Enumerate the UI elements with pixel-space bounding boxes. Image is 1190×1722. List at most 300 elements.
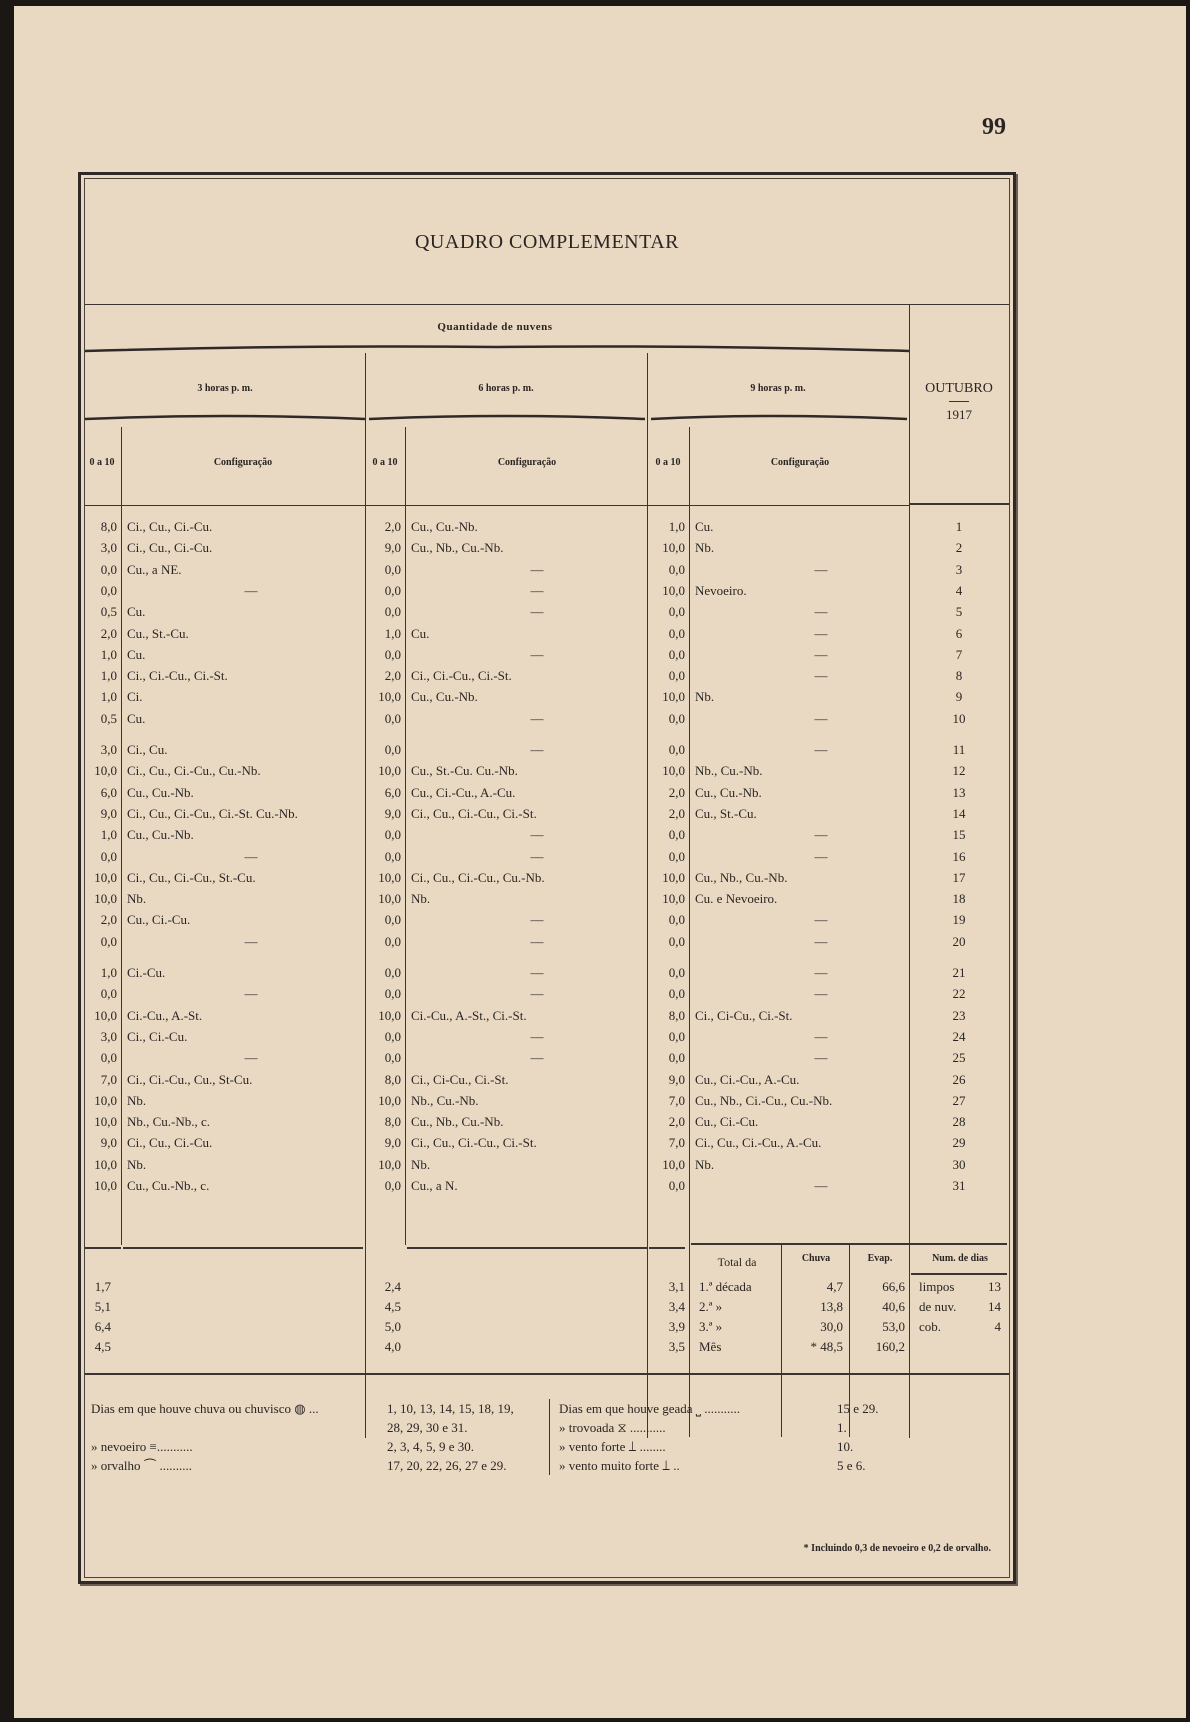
config-9h-cell: Cu., Nb., Ci.-Cu., Cu.-Nb. (695, 1092, 833, 1108)
config-3h-cell: Cu., St.-Cu. (127, 625, 189, 641)
config-9h-cell: — (814, 668, 828, 684)
month-label: OUTUBRO (925, 381, 993, 396)
config-6h-cell: Ci., Ci.-Cu., Ci.-St. (411, 668, 512, 684)
evap-cell: 160,2 (875, 1339, 905, 1354)
table-row (81, 709, 1013, 730)
avg-9h-cell: 3,5 (668, 1339, 685, 1354)
day-cell: 1 (955, 519, 963, 534)
dias-value-cell: 13 (988, 1279, 1001, 1294)
day-cell: 12 (952, 763, 966, 779)
period-label-cell: 3.ª » (699, 1319, 723, 1334)
avg-6h-cell: 2,4 (384, 1279, 401, 1294)
day-cell: 23 (952, 1007, 966, 1023)
amount-9h-cell: 0,0 (668, 710, 685, 726)
amount-3h-cell: 0,0 (100, 1050, 117, 1066)
amount-6h-cell: 8,0 (384, 1071, 401, 1087)
amount-3h-cell: 1,0 (100, 646, 117, 662)
amount-9h-cell: 7,0 (668, 1135, 685, 1151)
config-9h-cell: — (814, 933, 828, 949)
config-6h-cell: — (530, 646, 544, 662)
config-3h-cell: Nb. (127, 1092, 147, 1108)
config-6h-cell: Cu., Nb., Cu.-Nb. (411, 1114, 504, 1130)
config-6h-cell: — (530, 1050, 544, 1066)
table-row (81, 1027, 1013, 1048)
config-6h-cell: Cu., Nb., Cu.-Nb. (411, 540, 504, 556)
note-days: 28, 29, 30 e 31. (387, 1420, 468, 1435)
amount-9h-cell: 0,0 (668, 1028, 685, 1044)
note-days: 2, 3, 4, 5, 9 e 30. (387, 1439, 475, 1454)
config-3h-cell: Cu. (127, 646, 146, 662)
amount-3h-cell: 1,0 (100, 965, 117, 980)
config-6h-cell: Ci., Cu., Ci.-Cu., Cu.-Nb. (411, 869, 545, 885)
config-6h-cell: Ci., Ci-Cu., Ci.-St. (411, 1071, 509, 1087)
day-cell: 7 (955, 646, 963, 662)
config-6h-cell: — (530, 561, 544, 577)
day-cell: 24 (952, 1028, 966, 1044)
day-cell: 26 (952, 1071, 966, 1087)
table-row (81, 868, 1013, 889)
amount-9h-cell: 0,0 (668, 604, 685, 620)
amount-9h-cell: 10,0 (662, 540, 685, 556)
chuva-cell: 13,8 (820, 1299, 843, 1314)
amount-9h-cell: 2,0 (668, 1114, 685, 1130)
amount-9h-cell: 8,0 (668, 1007, 685, 1023)
day-cell: 19 (952, 912, 966, 928)
sum-rule-1 (85, 1247, 121, 1249)
config-9h-cell: Cu., Ci.-Cu., A.-Cu. (695, 1071, 800, 1087)
config-6h-cell: Ci., Cu., Ci.-Cu., Ci.-St. (411, 1135, 537, 1151)
amount-3h-cell: 7,0 (100, 1071, 117, 1087)
config-9h-cell: Nb. (695, 540, 715, 556)
config-9h-cell: — (814, 1028, 828, 1044)
avg-6h-cell: 5,0 (384, 1319, 401, 1334)
amount-6h-cell: 0,0 (384, 965, 401, 980)
table-row (81, 1006, 1013, 1027)
config-9h-cell: — (814, 625, 828, 641)
avg-9h-cell: 3,4 (668, 1299, 685, 1314)
period-9h: 9 horas p. m. (750, 383, 806, 394)
config-3h-cell: Ci., Cu., Ci.-Cu. (127, 519, 213, 534)
footnote: * Incluindo 0,3 de nevoeiro e 0,2 de orvalho. (803, 1543, 991, 1554)
config-6h-cell: — (530, 827, 544, 843)
amount-6h-cell: 6,0 (384, 784, 401, 800)
config-3h-cell: — (244, 933, 258, 949)
config-6h-cell: — (530, 582, 544, 598)
col-config-9h: Configuração (770, 457, 830, 468)
table-row (81, 602, 1013, 623)
config-6h-cell: — (530, 965, 544, 980)
day-cell: 10 (952, 710, 966, 726)
sum-rule-3 (407, 1247, 647, 1249)
config-9h-cell: Cu., Ci.-Cu. (695, 1114, 759, 1130)
table-row (81, 1155, 1013, 1176)
amount-3h-cell: 3,0 (100, 1028, 117, 1044)
dias-value-cell: 14 (988, 1299, 1001, 1314)
amount-3h-cell: 1,0 (100, 827, 117, 843)
config-9h-cell: Nb., Cu.-Nb. (695, 763, 763, 779)
day-cell: 18 (952, 891, 966, 907)
day-cell: 5 (955, 604, 963, 620)
config-3h-cell: — (244, 582, 258, 598)
day-cell: 9 (955, 689, 963, 705)
amount-9h-cell: 10,0 (662, 1156, 685, 1172)
config-3h-cell: Ci., Ci.-Cu. (127, 1028, 188, 1044)
table-row (81, 1112, 1013, 1133)
table-row (81, 984, 1013, 1005)
amount-3h-cell: 0,5 (100, 604, 117, 620)
amount-6h-cell: 0,0 (384, 827, 401, 843)
amount-3h-cell: 0,0 (100, 582, 117, 598)
amount-3h-cell: 3,0 (100, 540, 117, 556)
amount-9h-cell: 0,0 (668, 646, 685, 662)
table-row (81, 666, 1013, 687)
year-label: 1917 (946, 407, 972, 422)
table-row (81, 624, 1013, 645)
amount-6h-cell: 9,0 (384, 540, 401, 556)
group-header: Quantidade de nuvens (437, 321, 553, 333)
evap-cell: 66,6 (882, 1279, 905, 1294)
note-days: 1. (837, 1420, 847, 1435)
amount-9h-cell: 0,0 (668, 1178, 685, 1193)
chuva-cell: 4,7 (826, 1279, 843, 1294)
config-3h-cell: — (244, 986, 258, 1002)
day-cell: 27 (952, 1092, 966, 1108)
table-row (81, 963, 1013, 984)
table-row (81, 1091, 1013, 1112)
amount-3h-cell: 2,0 (100, 625, 117, 641)
day-cell: 30 (952, 1156, 966, 1172)
amount-6h-cell: 0,0 (384, 1178, 401, 1193)
config-3h-cell: Ci., Cu. (127, 742, 168, 757)
note-days: 5 e 6. (837, 1458, 866, 1473)
amount-9h-cell: 10,0 (662, 869, 685, 885)
col-config-3h: Configuração (213, 457, 273, 468)
note-label: » vento forte ⟘ ........ (559, 1439, 666, 1454)
config-6h-cell: — (530, 604, 544, 620)
config-3h-cell: Ci.-Cu. (127, 965, 166, 980)
avg-6h-cell: 4,5 (384, 1299, 401, 1314)
config-6h-cell: Cu., a N. (411, 1178, 458, 1193)
table-row (81, 761, 1013, 782)
config-9h-cell: — (814, 965, 828, 980)
note-days: 10. (837, 1439, 854, 1454)
amount-9h-cell: 0,0 (668, 668, 685, 684)
config-3h-cell: — (244, 848, 258, 864)
amount-9h-cell: 9,0 (668, 1071, 685, 1087)
config-6h-cell: Ci.-Cu., A.-St., Ci.-St. (411, 1007, 527, 1023)
day-cell: 31 (952, 1178, 966, 1193)
config-9h-cell: Cu., St.-Cu. (695, 805, 757, 821)
amount-6h-cell: 2,0 (384, 519, 401, 534)
dias-label-cell: cob. (919, 1319, 942, 1334)
note-label: Dias em que houve chuva ou chuvisco ◍ ... (91, 1401, 319, 1416)
note-label: Dias em que houve geada ⎵ ........... (559, 1401, 741, 1416)
amount-9h-cell: 1,0 (668, 519, 685, 534)
sum-rule-2 (123, 1247, 363, 1249)
day-cell: 3 (955, 561, 963, 577)
config-9h-cell: — (814, 1050, 828, 1066)
amount-3h-cell: 0,0 (100, 848, 117, 864)
config-6h-cell: — (530, 986, 544, 1002)
col-amount-6h: 0 a 10 (372, 457, 398, 468)
config-9h-cell: — (814, 827, 828, 843)
amount-3h-cell: 10,0 (94, 1092, 117, 1108)
chuva-cell: 30,0 (820, 1319, 843, 1334)
amount-9h-cell: 10,0 (662, 891, 685, 907)
config-9h-cell: Cu., Nb., Cu.-Nb. (695, 869, 788, 885)
amount-3h-cell: 2,0 (100, 912, 117, 928)
amount-3h-cell: 10,0 (94, 1007, 117, 1023)
amount-9h-cell: 10,0 (662, 689, 685, 705)
sum-rule-4 (649, 1247, 685, 1249)
amount-9h-cell: 2,0 (668, 805, 685, 821)
day-cell: 13 (952, 784, 966, 800)
config-9h-cell: Ci., Ci-Cu., Ci.-St. (695, 1007, 793, 1023)
config-6h-cell: — (530, 710, 544, 726)
config-3h-cell: Cu., Cu.-Nb. (127, 784, 194, 800)
config-3h-cell: Cu., Ci.-Cu. (127, 912, 191, 928)
avg-3h-cell: 6,4 (94, 1319, 111, 1334)
config-9h-cell: — (814, 561, 828, 577)
amount-6h-cell: 0,0 (384, 582, 401, 598)
day-cell: 14 (952, 805, 966, 821)
amount-9h-cell: 0,0 (668, 986, 685, 1002)
period-label-cell: 2.ª » (699, 1299, 723, 1314)
amount-6h-cell: 10,0 (378, 689, 401, 705)
note-label: » nevoeiro ≡........... (91, 1439, 193, 1454)
table-row (81, 1070, 1013, 1091)
note-days: 1, 10, 13, 14, 15, 18, 19, (387, 1401, 514, 1416)
amount-3h-cell: 9,0 (100, 1135, 117, 1151)
config-6h-cell: — (530, 933, 544, 949)
notes-divider (549, 1399, 550, 1475)
config-3h-cell: Ci.-Cu., A.-St. (127, 1007, 203, 1023)
amount-3h-cell: 0,0 (100, 933, 117, 949)
day-cell: 15 (952, 827, 966, 843)
amount-6h-cell: 0,0 (384, 710, 401, 726)
evap-cell: 53,0 (882, 1319, 905, 1334)
amount-6h-cell: 0,0 (384, 986, 401, 1002)
amount-3h-cell: 1,0 (100, 689, 117, 705)
table-row (81, 1133, 1013, 1154)
period-6h: 6 horas p. m. (478, 383, 534, 394)
amount-9h-cell: 10,0 (662, 763, 685, 779)
table-row (81, 783, 1013, 804)
config-9h-cell: — (814, 604, 828, 620)
table-row (81, 538, 1013, 559)
table-row (81, 804, 1013, 825)
amount-6h-cell: 0,0 (384, 933, 401, 949)
config-9h-cell: — (814, 646, 828, 662)
note-label: » orvalho ⏜ .......... (91, 1458, 192, 1473)
sum-header-total: Total da (717, 1255, 757, 1269)
amount-9h-cell: 0,0 (668, 933, 685, 949)
config-3h-cell: Cu., Cu.-Nb. (127, 827, 194, 843)
config-3h-cell: Nb. (127, 891, 147, 907)
note-label: » trovoada ⧖ ........... (559, 1420, 666, 1435)
config-3h-cell: Ci., Ci.-Cu., Ci.-St. (127, 668, 228, 684)
day-cell: 29 (952, 1135, 966, 1151)
header-rule (85, 505, 909, 506)
config-9h-cell: Cu., Cu.-Nb. (695, 784, 762, 800)
amount-6h-cell: 0,0 (384, 1050, 401, 1066)
col-config-6h: Configuração (497, 457, 557, 468)
evap-cell: 40,6 (882, 1299, 905, 1314)
col-amount-3h: 0 a 10 (89, 457, 115, 468)
amount-9h-cell: 0,0 (668, 912, 685, 928)
config-6h-cell: Cu., St.-Cu. Cu.-Nb. (411, 763, 518, 779)
config-6h-cell: Nb., Cu.-Nb. (411, 1092, 479, 1108)
config-9h-cell: Cu. (695, 519, 714, 534)
period-3h: 3 horas p. m. (197, 383, 253, 394)
period-label-cell: Mês (699, 1339, 722, 1354)
dias-label-cell: limpos (919, 1279, 955, 1294)
config-3h-cell: Nb., Cu.-Nb., c. (127, 1114, 211, 1130)
amount-9h-cell: 0,0 (668, 742, 685, 757)
day-cell: 17 (952, 869, 966, 885)
avg-6h-cell: 4,0 (384, 1339, 401, 1354)
day-cell: 11 (952, 742, 966, 757)
amount-3h-cell: 10,0 (94, 869, 117, 885)
amount-9h-cell: 0,0 (668, 561, 685, 577)
table-row (81, 517, 1013, 538)
table-row (81, 825, 1013, 846)
amount-3h-cell: 0,0 (100, 986, 117, 1002)
amount-3h-cell: 10,0 (94, 891, 117, 907)
config-6h-cell: Cu., Cu.-Nb. (411, 689, 478, 705)
note-days: 15 e 29. (837, 1401, 879, 1416)
chuva-cell: * 48,5 (810, 1339, 843, 1354)
table-row (81, 645, 1013, 666)
config-3h-cell: Ci., Cu., Ci.-Cu. (127, 1135, 213, 1151)
header-rule-month (909, 503, 1009, 505)
notes-rule (85, 1373, 1009, 1375)
amount-3h-cell: 1,0 (100, 668, 117, 684)
amount-6h-cell: 2,0 (384, 668, 401, 684)
amount-6h-cell: 10,0 (378, 1092, 401, 1108)
amount-6h-cell: 0,0 (384, 1028, 401, 1044)
config-9h-cell: — (814, 710, 828, 726)
avg-3h-cell: 1,7 (94, 1279, 111, 1294)
sum-header-chuva: Chuva (801, 1253, 831, 1264)
title-rule (85, 304, 1009, 305)
amount-3h-cell: 6,0 (100, 784, 117, 800)
note-days: 17, 20, 22, 26, 27 e 29. (387, 1458, 507, 1473)
config-3h-cell: Cu. (127, 710, 146, 726)
amount-9h-cell: 7,0 (668, 1092, 685, 1108)
config-9h-cell: Nevoeiro. (695, 582, 747, 598)
amount-3h-cell: 10,0 (94, 1156, 117, 1172)
amount-9h-cell: 0,0 (668, 625, 685, 641)
config-9h-cell: — (814, 1178, 828, 1193)
config-9h-cell: — (814, 742, 828, 757)
period-swooshes (85, 413, 909, 423)
amount-6h-cell: 0,0 (384, 561, 401, 577)
amount-6h-cell: 9,0 (384, 1135, 401, 1151)
table-row (81, 560, 1013, 581)
avg-9h-cell: 3,1 (668, 1279, 685, 1294)
amount-3h-cell: 10,0 (94, 763, 117, 779)
config-6h-cell: — (530, 848, 544, 864)
config-6h-cell: — (530, 1028, 544, 1044)
dias-rule (911, 1273, 1007, 1275)
day-cell: 28 (952, 1114, 966, 1130)
document-page (14, 6, 1186, 1718)
amount-3h-cell: 10,0 (94, 1114, 117, 1130)
config-9h-cell: Nb. (695, 689, 715, 705)
amount-9h-cell: 10,0 (662, 582, 685, 598)
config-3h-cell: Nb. (127, 1156, 147, 1172)
table-row (81, 740, 1013, 761)
page-number: 99 (982, 114, 1006, 140)
amount-9h-cell: 0,0 (668, 1050, 685, 1066)
sum-header-evap: Evap. (867, 1253, 893, 1264)
amount-9h-cell: 0,0 (668, 848, 685, 864)
table-row (81, 581, 1013, 602)
amount-6h-cell: 0,0 (384, 646, 401, 662)
avg-9h-cell: 3,9 (668, 1319, 685, 1334)
config-3h-cell: Cu., a NE. (127, 561, 182, 577)
amount-3h-cell: 3,0 (100, 742, 117, 757)
group-swoosh (85, 343, 909, 353)
table-row (81, 910, 1013, 931)
sum-header-dias: Num. de dias (932, 1253, 988, 1264)
table-row (81, 1176, 1013, 1197)
config-3h-cell: — (244, 1050, 258, 1066)
avg-3h-cell: 4,5 (94, 1339, 111, 1354)
amount-3h-cell: 8,0 (100, 519, 117, 534)
amount-6h-cell: 10,0 (378, 1156, 401, 1172)
table-row (81, 847, 1013, 868)
config-6h-cell: Nb. (411, 891, 431, 907)
config-9h-cell: — (814, 912, 828, 928)
config-6h-cell: Cu. (411, 625, 430, 641)
config-3h-cell: Ci., Cu., Ci.-Cu. (127, 540, 213, 556)
amount-6h-cell: 0,0 (384, 604, 401, 620)
config-9h-cell: Cu. e Nevoeiro. (695, 891, 778, 907)
config-3h-cell: Ci. (127, 689, 143, 705)
table-row (81, 1048, 1013, 1069)
table-row (81, 932, 1013, 953)
amount-6h-cell: 0,0 (384, 742, 401, 757)
config-6h-cell: — (530, 912, 544, 928)
amount-6h-cell: 0,0 (384, 912, 401, 928)
amount-6h-cell: 10,0 (378, 763, 401, 779)
config-3h-cell: Ci., Cu., Ci.-Cu., Ci.-St. Cu.-Nb. (127, 805, 298, 821)
day-cell: 8 (955, 668, 963, 684)
config-3h-cell: Ci., Cu., Ci.-Cu., Cu.-Nb. (127, 763, 261, 779)
amount-9h-cell: 0,0 (668, 827, 685, 843)
config-9h-cell: — (814, 848, 828, 864)
amount-3h-cell: 10,0 (94, 1178, 117, 1193)
day-cell: 6 (955, 625, 963, 641)
amount-9h-cell: 2,0 (668, 784, 685, 800)
dias-label-cell: de nuv. (919, 1299, 957, 1314)
config-9h-cell: — (814, 986, 828, 1002)
config-6h-cell: Ci., Cu., Ci.-Cu., Ci.-St. (411, 805, 537, 821)
table-title: QUADRO COMPLEMENTAR (414, 231, 680, 253)
config-6h-cell: Nb. (411, 1156, 431, 1172)
day-cell: 2 (955, 540, 963, 556)
amount-6h-cell: 0,0 (384, 848, 401, 864)
config-6h-cell: Cu., Cu.-Nb. (411, 519, 478, 534)
table-row (81, 889, 1013, 910)
config-3h-cell: Ci., Ci.-Cu., Cu., St-Cu. (127, 1071, 253, 1087)
amount-6h-cell: 10,0 (378, 1007, 401, 1023)
table-row (81, 687, 1013, 708)
config-3h-cell: Ci., Cu., Ci.-Cu., St.-Cu. (127, 869, 256, 885)
period-label-cell: 1.ª década (699, 1279, 752, 1294)
